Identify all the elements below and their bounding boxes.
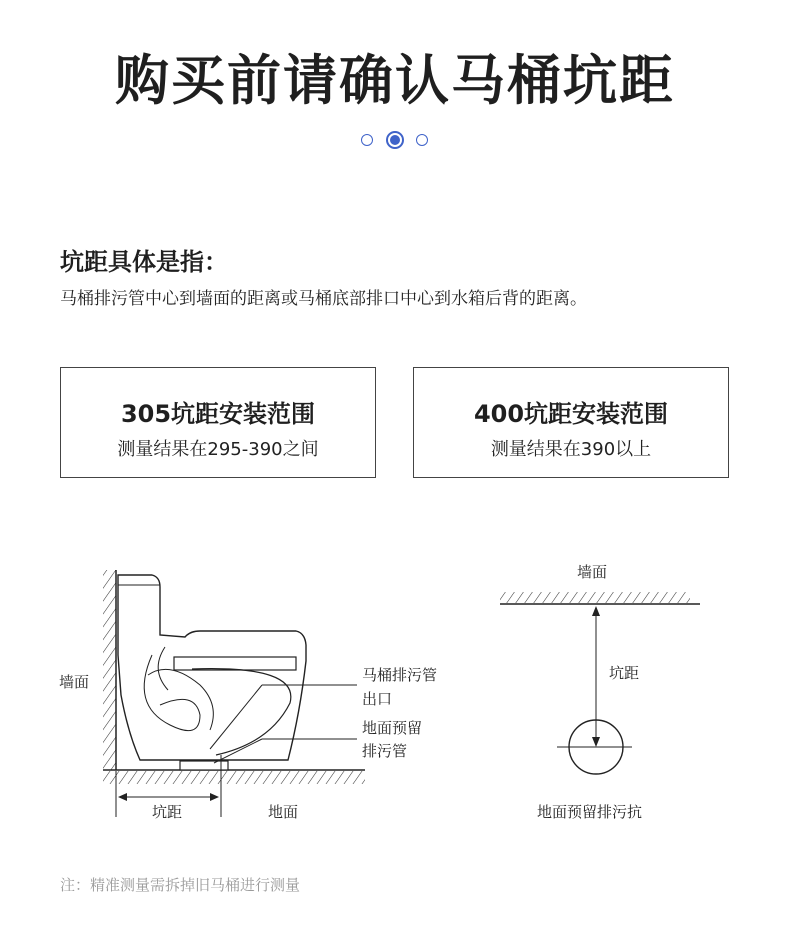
range-card-title: 305坑距安装范围: [120, 400, 316, 428]
distance-label: 坑距: [152, 803, 183, 821]
carousel-dot-3[interactable]: [416, 134, 428, 146]
reserved-label-line2: 排污管: [362, 742, 408, 760]
arrow-down-icon: [592, 737, 600, 747]
outlet-label-line1: 马桶排污管: [362, 666, 438, 684]
top-wall-label: 墙面: [577, 563, 608, 581]
top-wall-hatch: [500, 592, 690, 603]
carousel-dot-1[interactable]: [361, 134, 373, 146]
range-card-subtitle: 测量结果在295-390之间: [117, 439, 319, 460]
trapway-curve: [158, 647, 168, 690]
measurement-diagram: [0, 555, 790, 855]
reserved-label-line1: 地面预留: [362, 719, 423, 737]
arrow-up-icon: [592, 606, 600, 616]
carousel-indicator: [360, 131, 432, 149]
page-title: 购买前请确认马桶坑距: [115, 49, 675, 112]
trapway-curve: [144, 655, 200, 731]
seat-rect: [174, 657, 296, 670]
wall-label: 墙面: [59, 673, 90, 691]
range-card-305: [60, 367, 376, 478]
arrow-right-icon: [210, 793, 219, 801]
pit-label: 地面预留排污抗: [537, 803, 643, 821]
toilet-outline: [118, 575, 306, 760]
outlet-label-line2: 出口: [362, 690, 393, 708]
top-view-diagram: [500, 563, 700, 821]
floor-label: 地面: [268, 803, 299, 821]
definition-text: 马桶排污管中心到墙面的距离或马桶底部排口中心到水箱后背的距离。: [60, 289, 587, 309]
footer-note: 注：精准测量需拆掉旧马桶进行测量: [60, 876, 301, 894]
definition-heading: 坑距具体是指：: [60, 248, 228, 276]
arrow-left-icon: [118, 793, 127, 801]
carousel-dot-2-active[interactable]: [386, 131, 404, 149]
range-card-400: [413, 367, 729, 478]
floor-hatch: [103, 771, 365, 784]
range-card-subtitle: 测量结果在390以上: [490, 439, 652, 460]
bowl-curve: [192, 669, 291, 755]
wall-hatch: [103, 570, 116, 770]
range-card-title: 400坑距安装范围: [473, 400, 669, 428]
top-distance-label: 坑距: [609, 664, 640, 682]
leader-line: [210, 685, 262, 749]
toilet-side-view: [59, 570, 437, 821]
